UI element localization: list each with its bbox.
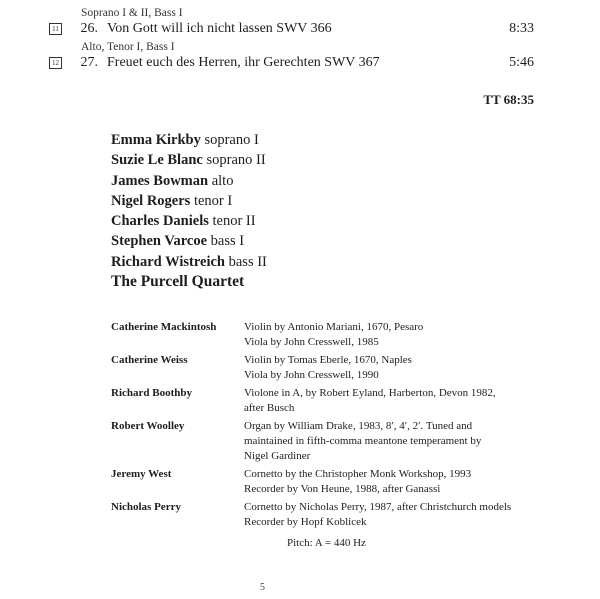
page-number: 5 xyxy=(260,582,265,593)
singer xyxy=(111,191,267,211)
instrument-line: Recorder by Von Heune, 1988, after Ganassi xyxy=(244,483,441,495)
instrument-line: Viola by John Cresswell, 1990 xyxy=(244,369,379,381)
track-27-voices: Alto, Tenor I, Bass I xyxy=(81,41,175,53)
instrument-line: Viola by John Cresswell, 1985 xyxy=(244,336,379,348)
singer-voice: tenor I xyxy=(193,192,233,209)
singer-voice: soprano I xyxy=(204,132,259,148)
track-number: 27. xyxy=(80,55,98,70)
instrument-line: Violone in A, by Robert Eyland, Harberton, Devon 1982, xyxy=(244,387,496,399)
singer-name: Richard Wistreich xyxy=(111,253,225,270)
singer xyxy=(111,252,267,272)
track-duration: 5:46 xyxy=(509,55,534,70)
player-instruments xyxy=(244,467,551,497)
singer-name: Emma Kirkby xyxy=(111,132,201,148)
instrument-line: Nigel Gardiner xyxy=(244,450,311,462)
player-instruments xyxy=(244,353,551,383)
player-row xyxy=(111,386,551,416)
player-name: Jeremy West xyxy=(111,468,172,480)
singer-voice: bass I xyxy=(210,233,245,250)
player-row xyxy=(111,353,551,383)
singer-voice: tenor II xyxy=(212,213,256,230)
instrument-line: Violin by Tomas Eberle, 1670, Naples xyxy=(244,354,412,366)
player-roster xyxy=(111,320,551,530)
player-name: Catherine Mackintosh xyxy=(111,321,217,333)
instrument-line: after Busch xyxy=(244,402,295,414)
instrument-line: Cornetto by the Christopher Monk Workshop, 1993 xyxy=(244,468,472,480)
player-instruments xyxy=(244,419,551,464)
player-row xyxy=(111,320,551,350)
player-instruments xyxy=(244,386,551,416)
instrument-line: Recorder by Hopf Koblicek xyxy=(244,516,367,528)
singer xyxy=(111,130,267,150)
singer-name: Suzie Le Blanc xyxy=(111,152,203,169)
player-row xyxy=(111,500,551,530)
player-name: Nicholas Perry xyxy=(111,501,181,513)
track-26-voices: Soprano I & II, Bass I xyxy=(81,7,183,19)
player-name: Robert Woolley xyxy=(111,420,185,432)
instrument-line: Violin by Antonio Mariani, 1670, Pesaro xyxy=(244,321,424,333)
track-title: Von Gott will ich nicht lassen SWV 366 xyxy=(107,21,332,36)
player-row xyxy=(111,467,551,497)
singer-list xyxy=(111,130,267,272)
singer xyxy=(111,231,267,251)
track-index-box: 12 xyxy=(49,57,62,69)
player-name: Richard Boothby xyxy=(111,387,192,399)
singer-voice: alto xyxy=(211,172,234,189)
player-row xyxy=(111,419,551,464)
track-number: 26. xyxy=(80,21,98,36)
pitch-note: Pitch: A = 440 Hz xyxy=(287,537,366,549)
instrument-line: maintained in fifth-comma meantone temperament by xyxy=(244,435,482,447)
total-time: TT 68:35 xyxy=(483,92,534,107)
track-title: Freuet euch des Herren, ihr Gerechten SWV 367 xyxy=(107,55,380,70)
instrument-line: Organ by William Drake, 1983, 8′, 4′, 2′. Tuned and xyxy=(244,420,473,432)
instrument-line: Cornetto by Nicholas Perry, 1987, after Christchurch models xyxy=(244,501,512,513)
singer-name: Nigel Rogers xyxy=(111,192,191,209)
track-duration: 8:33 xyxy=(509,21,534,36)
track-index-box: 11 xyxy=(49,23,62,35)
singer-name: James Bowman xyxy=(111,172,209,189)
singer xyxy=(111,150,267,170)
singer xyxy=(111,211,267,231)
singer-name: Stephen Varcoe xyxy=(111,233,208,250)
singer-voice: soprano II xyxy=(206,152,266,169)
singer-name: Charles Daniels xyxy=(111,213,209,230)
player-name: Catherine Weiss xyxy=(111,354,188,366)
singer-voice: bass II xyxy=(228,253,267,270)
player-instruments xyxy=(244,500,551,530)
singer xyxy=(111,171,267,191)
player-instruments xyxy=(244,320,551,350)
ensemble-name: The Purcell Quartet xyxy=(111,273,245,290)
